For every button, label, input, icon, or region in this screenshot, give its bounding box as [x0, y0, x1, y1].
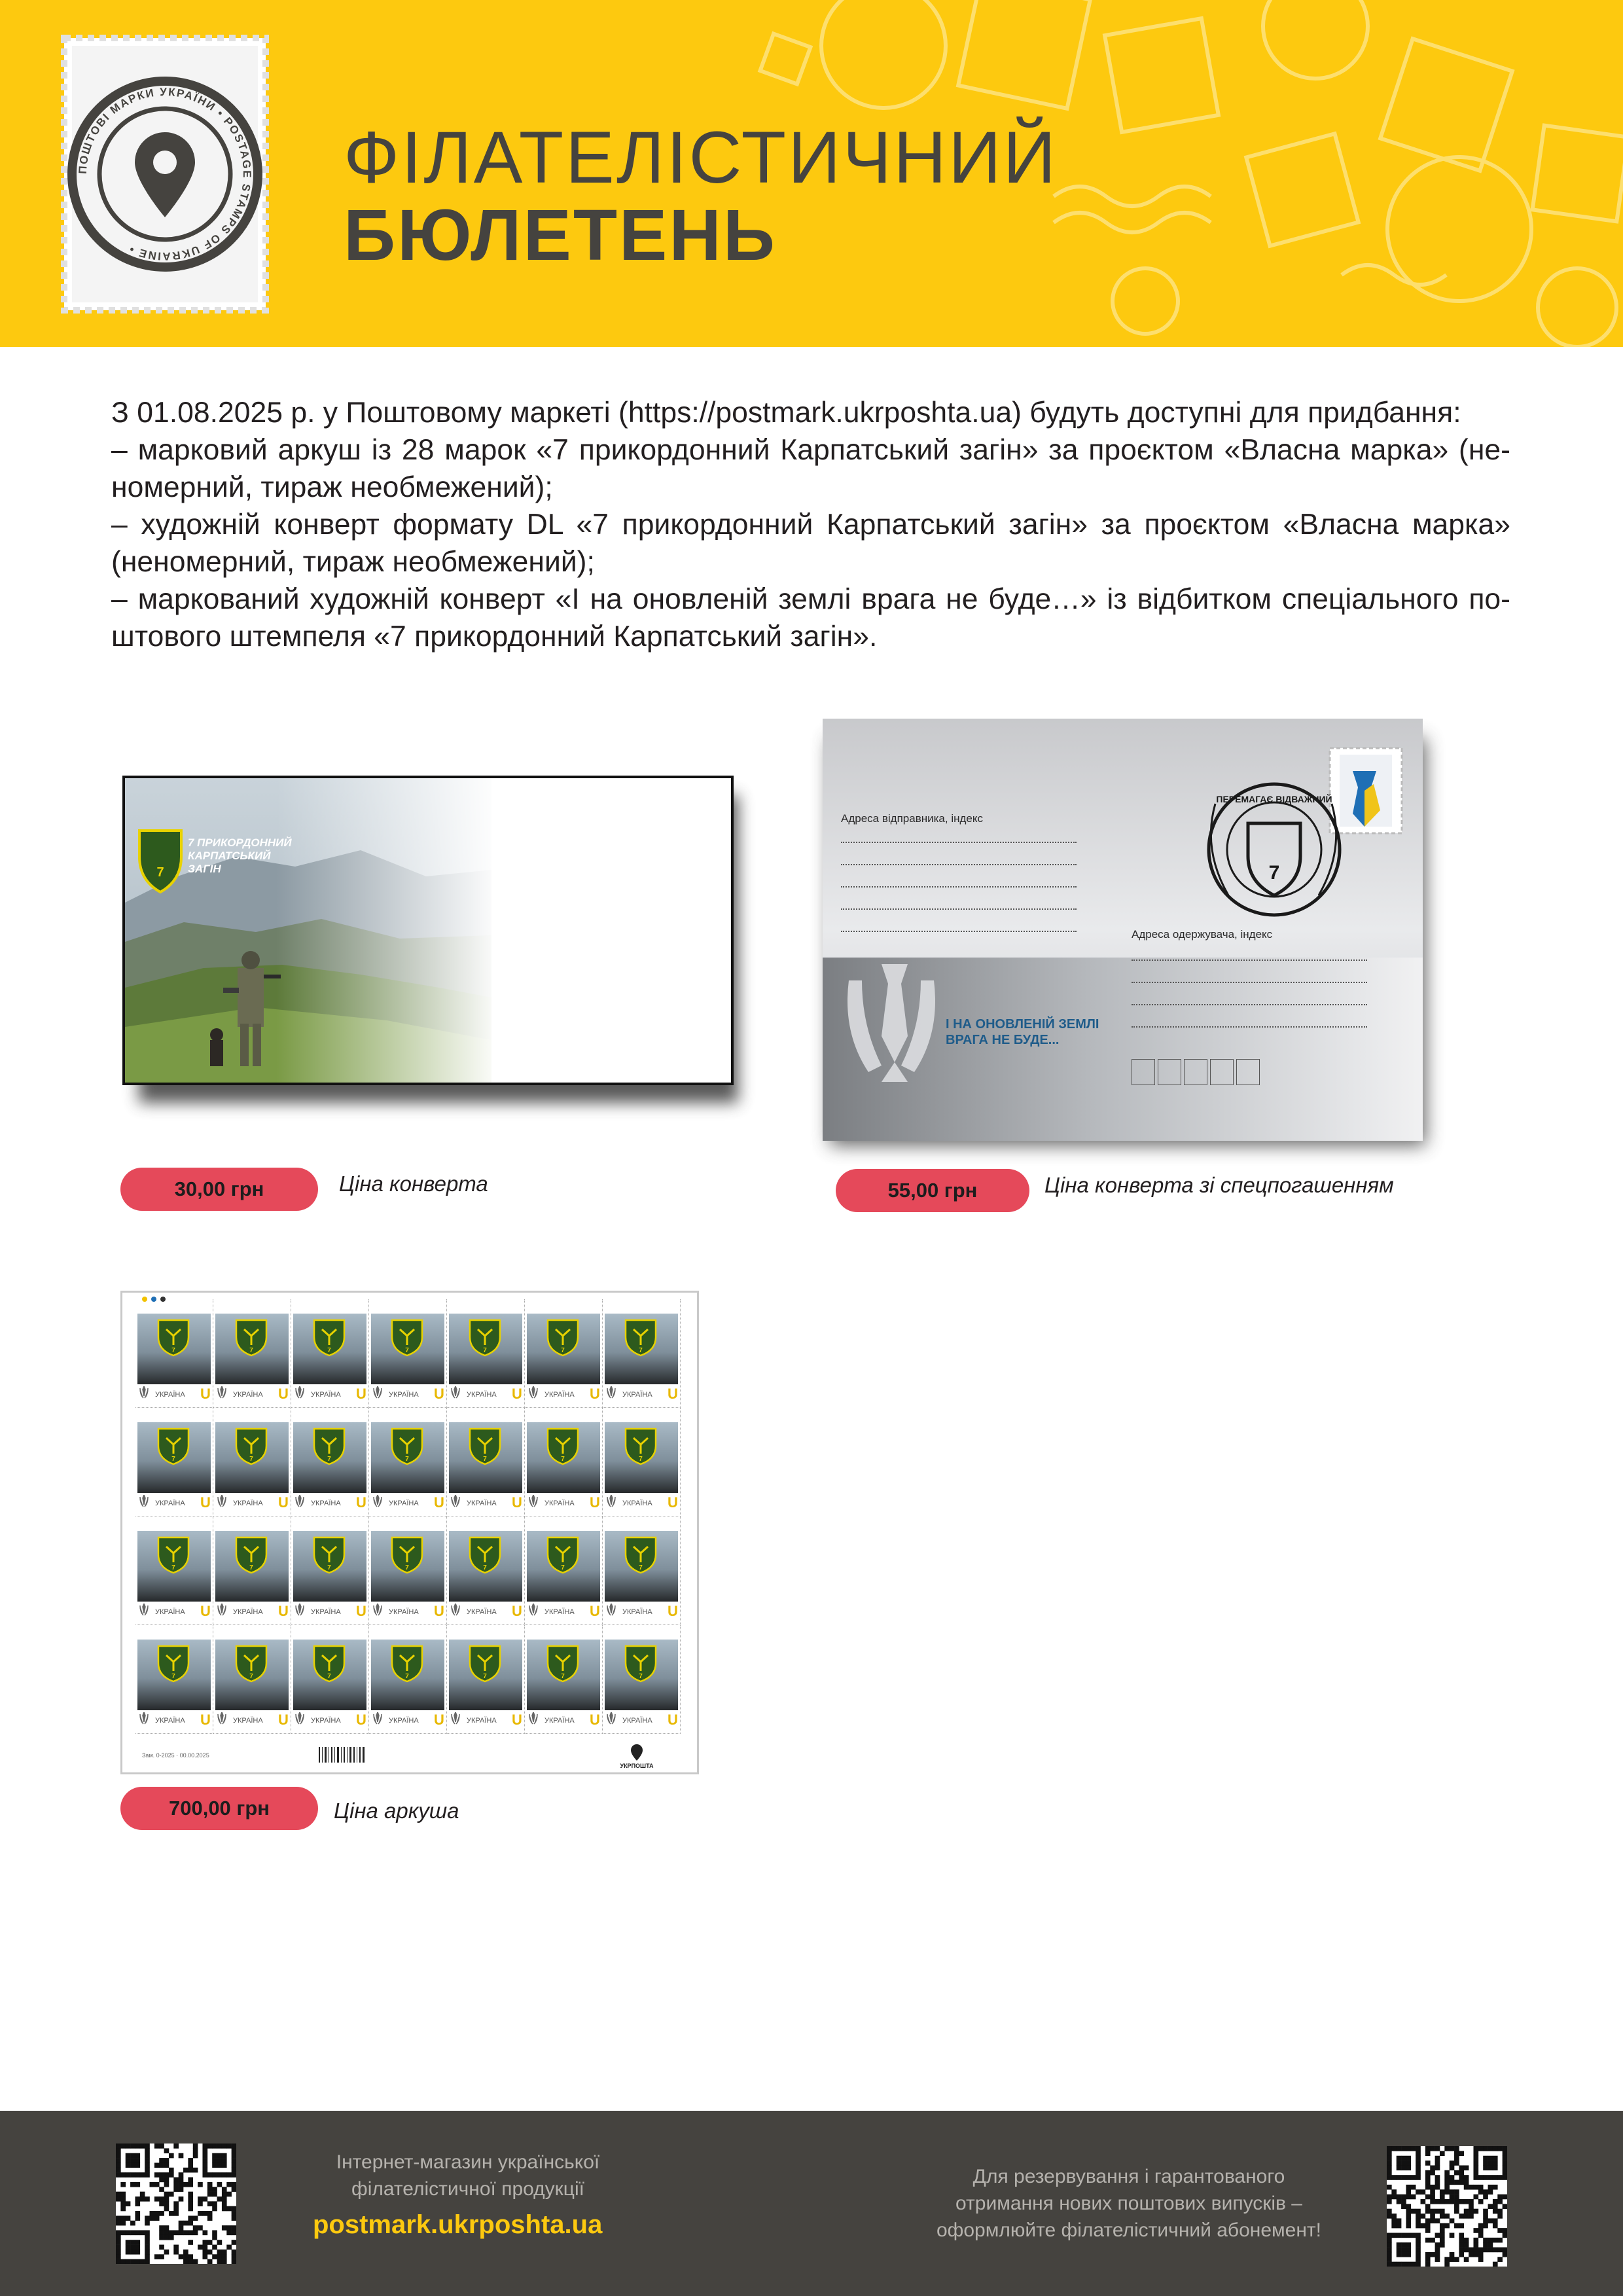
unit-emblem-icon: [157, 1427, 190, 1465]
stamp-country: УКРАЇНА: [233, 1499, 263, 1507]
stamp-letter: U: [434, 1712, 444, 1728]
intro-text: [111, 394, 1510, 655]
emblem-number: 7: [639, 1564, 643, 1571]
stamp-letter: U: [356, 1386, 366, 1402]
sender-line-2: [841, 864, 1077, 865]
emblem-number: 7: [405, 1347, 409, 1354]
stamp-letter: U: [278, 1494, 289, 1511]
recipient-line-4: [1132, 1026, 1367, 1028]
stamp-letter: U: [590, 1603, 600, 1619]
unit-emblem-icon: [624, 1427, 657, 1465]
stamp-21: [603, 1516, 681, 1625]
stamp-25: [369, 1625, 447, 1734]
stamp-18: [369, 1516, 447, 1625]
stamp-letter: U: [356, 1494, 366, 1511]
caption-sheet: Ціна аркуша: [334, 1799, 459, 1823]
stamp-13: [525, 1408, 603, 1516]
stamp-country: УКРАЇНА: [155, 1391, 185, 1399]
stamp-country: УКРАЇНА: [311, 1391, 341, 1399]
footer-subscription-line2: отримання нових поштових випусків –: [955, 2193, 1302, 2214]
unit-emblem-icon: [469, 1319, 501, 1357]
sender-address-label: Адреса відправника, індекс: [841, 812, 983, 825]
emblem-number: 7: [327, 1564, 331, 1571]
unit-emblem-icon: [235, 1319, 268, 1357]
trident-icon: [529, 1386, 538, 1399]
stamp-12: [447, 1408, 525, 1516]
unit-emblem-icon: [313, 1427, 346, 1465]
trident-icon: [295, 1386, 304, 1399]
stamp-2: [213, 1299, 291, 1408]
emblem-number: 7: [483, 1456, 487, 1463]
intro-line-3: – художній конверт формату DL «7 прикордонний Карпатський загін» за проєктом «Власна марка» (неномерний, тираж необмежений);: [111, 509, 1510, 578]
stamp-country: УКРАЇНА: [622, 1608, 652, 1616]
stamp-country: УКРАЇНА: [544, 1499, 575, 1507]
trident-icon: [451, 1604, 460, 1617]
stamp-letter: U: [512, 1494, 522, 1511]
emblem-number: 7: [561, 1673, 565, 1680]
stamp-9: [213, 1408, 291, 1516]
recipient-line-2: [1132, 982, 1367, 983]
stamp-letter: U: [278, 1386, 289, 1402]
sheet-footer: [135, 1738, 685, 1770]
stamp-country: УКРАЇНА: [311, 1499, 341, 1507]
stamp-letter: U: [434, 1386, 444, 1402]
trident-icon: [295, 1604, 304, 1617]
stamp-5: [447, 1299, 525, 1408]
envelope-slogan-line1: І НА ОНОВЛЕНІЙ ЗЕМЛІ: [946, 1017, 1099, 1031]
unit-emblem-icon: [391, 1427, 423, 1465]
recipient-line-3: [1132, 1004, 1367, 1005]
intro-line-4: – маркований художній конверт «І на оновленій землі врага не буде…» із відбитком спеціального поштового штемпеля «7 прикордонний Карпатський загін».: [111, 583, 1510, 653]
sender-line-5: [841, 931, 1077, 932]
stamp-letter: U: [512, 1386, 522, 1402]
sheet-brand: УКРПОШТА: [620, 1763, 654, 1769]
price-stamped-envelope: 55,00 грн: [836, 1169, 1029, 1212]
trident-icon: [451, 1386, 460, 1399]
stamp-letter: U: [512, 1712, 522, 1728]
stamp-country: УКРАЇНА: [311, 1717, 341, 1725]
unit-emblem-icon: [624, 1536, 657, 1574]
envelope-slogan: [946, 1016, 1099, 1048]
stamp-letter: U: [200, 1603, 211, 1619]
emblem-number: 7: [483, 1564, 487, 1571]
emblem-number: 7: [483, 1347, 487, 1354]
unit-emblem-icon: [157, 1536, 190, 1574]
stamp-28: [603, 1625, 681, 1734]
price-sheet: 700,00 грн: [120, 1787, 318, 1830]
stamp-16: [213, 1516, 291, 1625]
header-banner: [0, 0, 1623, 347]
unit-emblem-icon: [391, 1319, 423, 1357]
envelope-artwork: [125, 778, 731, 1083]
emblem-number: 7: [639, 1347, 643, 1354]
recipient-line-1: [1132, 960, 1367, 961]
svg-text:ПОШТОВІ МАРКИ УКРАЇНИ • POSTAG: ПОШТОВІ МАРКИ УКРАЇНИ • POSTAGE STAMPS OF UKRAINE •: [76, 85, 254, 263]
badge-number: 7: [156, 865, 164, 880]
stamp-country: УКРАЇНА: [155, 1608, 185, 1616]
stamp-22: [135, 1625, 213, 1734]
trident-icon: [139, 1712, 149, 1725]
stamp-letter: U: [590, 1494, 600, 1511]
stamp-23: [213, 1625, 291, 1734]
trident-icon: [529, 1604, 538, 1617]
stamp-country: УКРАЇНА: [622, 1717, 652, 1725]
trident-icon: [217, 1712, 226, 1725]
recipient-address-label: Адреса одержувача, індекс: [1132, 928, 1273, 941]
stamp-letter: U: [356, 1712, 366, 1728]
stamp-letter: U: [668, 1386, 678, 1402]
footer-shop-link[interactable]: postmark.ukrposhta.ua: [313, 2210, 603, 2239]
stamp-country: УКРАЇНА: [467, 1717, 497, 1725]
bulletin-title-line1: ФІЛАТЕЛІСТИЧНИЙ: [344, 117, 1058, 198]
qr-code-subscription[interactable]: [1387, 2146, 1507, 2267]
postmark-motto: ПЕРЕМАГАЄ ВІДВАЖНИЙ: [1216, 794, 1332, 804]
stamp-country: УКРАЇНА: [389, 1717, 419, 1725]
stamp-country: УКРАЇНА: [233, 1717, 263, 1725]
emblem-number: 7: [483, 1673, 487, 1680]
stamp-country: УКРАЇНА: [544, 1391, 575, 1399]
bulletin-title-line2: БЮЛЕТЕНЬ: [344, 195, 777, 276]
stamp-27: [525, 1625, 603, 1734]
stamp-10: [291, 1408, 369, 1516]
emblem-number: 7: [327, 1456, 331, 1463]
stamp-letter: U: [200, 1386, 211, 1402]
stamp-19: [447, 1516, 525, 1625]
emblem-number: 7: [405, 1564, 409, 1571]
stamp-country: УКРАЇНА: [233, 1608, 263, 1616]
stamp-letter: U: [278, 1603, 289, 1619]
stamp-letter: U: [434, 1494, 444, 1511]
stamp-sheet: [120, 1291, 699, 1774]
stamp-26: [447, 1625, 525, 1734]
sender-line-4: [841, 908, 1077, 910]
intro-line-2: – марковий аркуш із 28 марок «7 прикордонний Карпатський загін» за проєктом «Власна марка» (неномерний, тираж необмежений);: [111, 434, 1510, 503]
trident-icon: [373, 1604, 382, 1617]
emblem-number: 7: [249, 1347, 253, 1354]
emblem-number: 7: [405, 1456, 409, 1463]
stamped-envelope-artwork: [823, 719, 1423, 1141]
emblem-number: 7: [249, 1456, 253, 1463]
emblem-number: 7: [405, 1673, 409, 1680]
trident-icon: [529, 1495, 538, 1508]
trident-icon: [217, 1386, 226, 1399]
stamp-letter: U: [668, 1494, 678, 1511]
trident-icon: [139, 1604, 149, 1617]
stamp-letter: U: [590, 1386, 600, 1402]
stamp-country: УКРАЇНА: [467, 1391, 497, 1399]
stamp-letter: U: [668, 1712, 678, 1728]
trident-icon: [217, 1495, 226, 1508]
emblem-number: 7: [639, 1456, 643, 1463]
postcode-boxes: [1132, 1059, 1260, 1085]
trident-icon: [607, 1604, 616, 1617]
trident-icon: [607, 1712, 616, 1725]
stamp-letter: U: [356, 1603, 366, 1619]
stamp-15: [135, 1516, 213, 1625]
caption-stamped-envelope: Ціна конверта зі спецпогашенням: [1044, 1173, 1394, 1197]
footer-subscription-line3: оформлюйте філателістичний абонемент!: [936, 2219, 1321, 2241]
unit-emblem-icon: [546, 1319, 579, 1357]
sender-line-3: [841, 886, 1077, 888]
stamp-20: [525, 1516, 603, 1625]
svg-text:ЗАГІН: ЗАГІН: [188, 863, 221, 875]
trident-icon: [217, 1604, 226, 1617]
stamp-grid: [135, 1299, 681, 1734]
unit-emblem-icon: [157, 1645, 190, 1683]
sender-line-1: [841, 842, 1077, 843]
stamp-letter: U: [278, 1712, 289, 1728]
emblem-number: 7: [561, 1456, 565, 1463]
trident-icon: [295, 1495, 304, 1508]
stamp-letter: U: [200, 1494, 211, 1511]
unit-emblem-icon: [235, 1645, 268, 1683]
trident-icon: [295, 1712, 304, 1725]
footer-shop-line2: філателістичної продукції: [351, 2178, 584, 2200]
unit-emblem-icon: [469, 1427, 501, 1465]
footer-shop-text: [298, 2149, 638, 2202]
emblem-number: 7: [249, 1673, 253, 1680]
unit-emblem-icon: [235, 1427, 268, 1465]
svg-text:7: 7: [1268, 862, 1280, 884]
trident-icon: [607, 1495, 616, 1508]
stamp-country: УКРАЇНА: [389, 1391, 419, 1399]
emblem-number: 7: [327, 1347, 331, 1354]
svg-text:КАРПАТСЬКИЙ: КАРПАТСЬКИЙ: [188, 850, 271, 862]
unit-emblem-icon: [546, 1645, 579, 1683]
stamp-letter: U: [590, 1712, 600, 1728]
stamp-country: УКРАЇНА: [389, 1608, 419, 1616]
unit-emblem-icon: [546, 1536, 579, 1574]
unit-emblem-icon: [469, 1536, 501, 1574]
unit-emblem-icon: [546, 1427, 579, 1465]
unit-emblem-icon: [391, 1645, 423, 1683]
emblem-number: 7: [171, 1347, 175, 1354]
stamp-country: УКРАЇНА: [622, 1499, 652, 1507]
unit-emblem-icon: [391, 1536, 423, 1574]
stamp-country: УКРАЇНА: [155, 1499, 185, 1507]
stamped-envelope: [823, 719, 1423, 1141]
stamp-24: [291, 1625, 369, 1734]
unit-emblem-icon: [624, 1319, 657, 1357]
trident-icon: [139, 1495, 149, 1508]
trident-icon: [373, 1386, 382, 1399]
envelope-slogan-line2: ВРАГА НЕ БУДЕ...: [946, 1033, 1060, 1047]
unit-emblem-icon: [313, 1645, 346, 1683]
stamp-country: УКРАЇНА: [544, 1717, 575, 1725]
trident-icon: [139, 1386, 149, 1399]
stamp-letter: U: [434, 1603, 444, 1619]
stamp-11: [369, 1408, 447, 1516]
stamp-country: УКРАЇНА: [467, 1499, 497, 1507]
emblem-number: 7: [171, 1456, 175, 1463]
stamp-country: УКРАЇНА: [467, 1608, 497, 1616]
stamp-6: [525, 1299, 603, 1408]
stamp-letter: U: [512, 1603, 522, 1619]
stamp-17: [291, 1516, 369, 1625]
stamp-7: [603, 1299, 681, 1408]
unit-emblem-icon: [313, 1536, 346, 1574]
intro-line-1: З 01.08.2025 р. у Поштовому маркеті (https://postmark.ukrposhta.ua) будуть доступні для придбання:: [111, 397, 1461, 429]
art-envelope-dl: [122, 776, 734, 1085]
footer-shop-line1: Інтернет-магазин української: [336, 2151, 600, 2173]
trident-icon: [529, 1712, 538, 1725]
footer-subscription-text: [870, 2163, 1387, 2244]
stamp-country: УКРАЇНА: [155, 1717, 185, 1725]
stamp-country: УКРАЇНА: [311, 1608, 341, 1616]
philately-logo: [60, 34, 270, 314]
unit-emblem-icon: [157, 1319, 190, 1357]
emblem-number: 7: [249, 1564, 253, 1571]
emblem-number: 7: [327, 1673, 331, 1680]
emblem-number: 7: [561, 1564, 565, 1571]
stamp-8: [135, 1408, 213, 1516]
qr-code-shop[interactable]: [116, 2144, 236, 2264]
footer-banner: [0, 2111, 1623, 2296]
stamp-letter: U: [200, 1712, 211, 1728]
stamp-country: УКРАЇНА: [544, 1608, 575, 1616]
trident-icon: [373, 1495, 382, 1508]
stamp-1: [135, 1299, 213, 1408]
stamp-country: УКРАЇНА: [389, 1499, 419, 1507]
svg-text:Зам. 0-2025 · 00.00.2025: Зам. 0-2025 · 00.00.2025: [142, 1752, 209, 1759]
caption-envelope: Ціна конверта: [339, 1172, 488, 1196]
unit-emblem-icon: [469, 1645, 501, 1683]
emblem-number: 7: [171, 1673, 175, 1680]
emblem-number: 7: [171, 1564, 175, 1571]
svg-text:7 ПРИКОРДОННИЙ: 7 ПРИКОРДОННИЙ: [188, 836, 292, 849]
emblem-number: 7: [639, 1673, 643, 1680]
stamp-4: [369, 1299, 447, 1408]
unit-emblem-icon: [235, 1536, 268, 1574]
stamp-country: УКРАЇНА: [622, 1391, 652, 1399]
footer-subscription-line1: Для резервування і гарантованого: [972, 2166, 1285, 2187]
stamp-14: [603, 1408, 681, 1516]
trident-icon: [451, 1495, 460, 1508]
unit-emblem-icon: [313, 1319, 346, 1357]
stamp-country: УКРАЇНА: [233, 1391, 263, 1399]
emblem-number: 7: [561, 1347, 565, 1354]
unit-emblem-icon: [624, 1645, 657, 1683]
stamp-3: [291, 1299, 369, 1408]
trident-icon: [451, 1712, 460, 1725]
trident-icon: [373, 1712, 382, 1725]
price-envelope: 30,00 грн: [120, 1168, 318, 1211]
trident-icon: [607, 1386, 616, 1399]
stamp-letter: U: [668, 1603, 678, 1619]
